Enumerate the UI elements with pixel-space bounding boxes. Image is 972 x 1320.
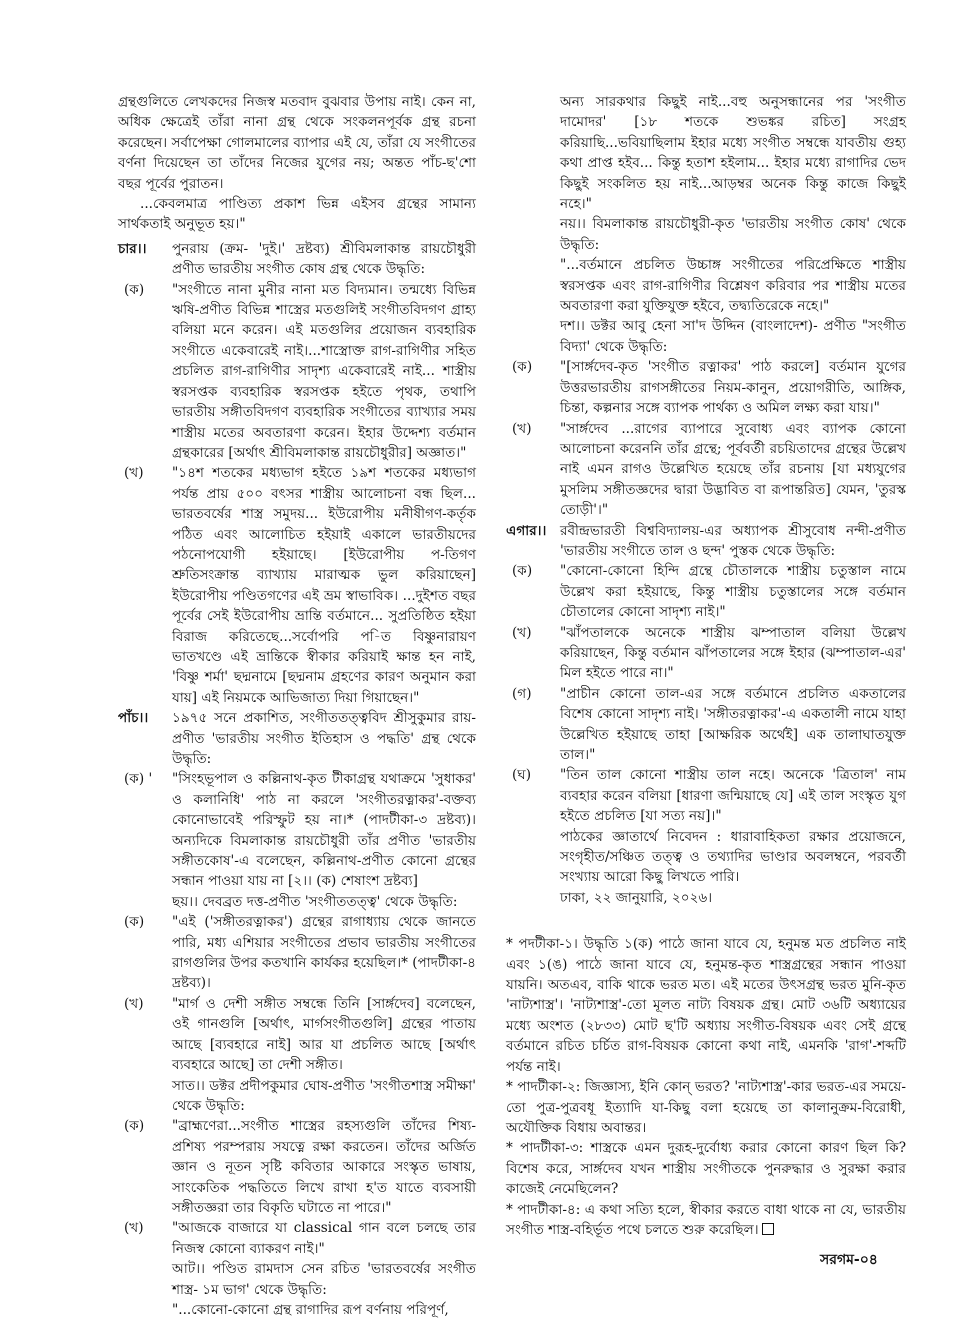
section-aat: [118, 1259, 476, 1300]
item-marker: (ক): [512, 359, 533, 376]
item-text: "...কোনো-কোনো গ্রন্থ রাগাদির রূপ বর্ণনায় পরিপূর্ণ,: [172, 1301, 449, 1318]
item-text: "ব্রাহ্মণেরা...সংগীত শাস্ত্রের রহস্যগুলি তাঁদের শিষ্য-প্রশিষ্য পরম্পরায় সযত্নে রক্ষা করতেন। তাঁদের অর্জিত জ্ঞান ও নূতন সৃষ্টি কবিতার আকারে সংস্কৃত ভাষায়, সাংকেতিক পদ্ধতিতে লিখে রাখা হ'ত যাতে ব্যবসায়ী সঙ্গীতজ্ঞরা তার বিকৃতি ঘটাতে না পারে।": [172, 1118, 476, 1216]
item-text: "সার্ঙ্গদেব ...রাগের ব্যাপারে সুবোধ্য এবং ব্যাপক কোনো আলোচনা করেননি তাঁর গ্রন্থে; পূর্ববর্তী রচয়িতাদের গ্রন্থের উল্লেখ নাই এমন রাগও উল্লেখিত হয়েছে তাঁর রচনায় [যা মধ্যযুগের মুসলিম সঙ্গীতজ্ঞদের দ্বারা উদ্ভাবিত বা রূপান্তরিত] যেমন, 'তুরস্ক তোড়ী'।": [560, 420, 906, 519]
section-dosh: [506, 316, 906, 357]
quote-item: [118, 1218, 476, 1259]
section-intro: রবীন্দ্রভারতী বিশ্ববিদ্যালয়-এর অধ্যাপক শ্রীসুবোধ নন্দী-প্রণীত 'ভারতীয় সংগীতে তাল ও ছন্দ' পুস্তক থেকে উদ্ধৃতি:: [560, 522, 906, 559]
item-text: অন্য সারকথার কিছুই নাই...বহু অনুসন্ধানের পর 'সংগীত দামোদর' [১৮ শতকে শুভঙ্কর রচিত] সংগ্রহ করিয়াছি...ভবিয়াছিলাম ইহার মধ্যে সংগীত সম্বন্ধে যাবতীয় গুহ্য কথা প্রাপ্ত হইব... কিন্তু হতাশ হইলাম... ইহার মধ্যে রাগাদির ভেদ কিছুই সংকলিত হয় নাই...আড়ম্বর অনেক কিন্তু কাজে কিছুই নহে।": [560, 94, 906, 213]
quote-item: [118, 1300, 476, 1320]
item-text: "মার্গ ও দেশী সঙ্গীত সম্বন্ধে তিনি [সার্ঙ্গদেব] বলেছেন, ওই গানগুলি [অর্থাৎ, মার্গসংগীতগুলি] গ্রন্থের পাতায় আছে [ব্যবহারে নাই] আর যা প্রচলিত আছে [অর্থাৎ ব্যবহারে আছে] তা দেশী সঙ্গীত।: [172, 995, 476, 1074]
intro-paragraph-quote-end: ...কেবলমাত্র পাণ্ডিত্য প্রকাশ ভিন্ন এইসব গ্রন্থের সামান্য সার্থকতাই অনুভূত হয়।": [118, 196, 476, 233]
footnote: * পাদটীকা-২: জিজ্ঞাস্য, ইনি কোন্ ভরত? 'নাট্যশাস্ত্র'-কার ভরত-এর সময়ে-তো পুত্র-পুত্রবধূ ইত্যাদি যা-কিছু বলা হয়েছে তা কালানুক্রম-বিরোধী, অযৌক্তিক বিধায় অবান্তর।: [506, 1079, 906, 1136]
footnote: [506, 1200, 906, 1241]
item-text: "১৪শ শতকের মধ্যভাগ হইতে ১৯শ শতকের মধ্যভাগ পর্যন্ত প্রায় ৫০০ বৎসর শাস্ত্রীয় আলোচনা বন্ধ ছিল... ভারতবর্ষের শাস্ত্র সমুদয়... ইউরোপীয় মনীষীগণ-কর্তৃক পঠিত এবং আলোচিত হইয়াই একালে ভারতীয়দের পঠনোপযোগী হইয়াছে। [ইউরোপীয় প-তিগণ শ্রুতিসংক্রান্ত ব্যাখ্যায় মারাত্মক ভুল করিয়াছেন] ইউরোপীয় পণ্ডিতগণের এই ভ্রম স্বাভাবিক। ...দুইশত বছর পূর্বের সেই ইউরোপীয় ভ্রান্তি বর্তমানে... সুপ্রতিষ্ঠিত হইয়া বিরাজ করিতেছে...সর্বোপরি প-িত বিষ্ণুনারায়ণ ভাতখণ্ডে এই ভ্রান্তিকে স্বীকার করিয়াই ক্ষান্ত হন নাই, 'বিষ্ণু শর্মা' ছদ্মনামে [ছদ্মনাম গ্রহণের কারণ অনুমান করা যায়] এই নিয়মকে আভিজাত্য দিয়া গিয়াছেন।": [172, 465, 476, 706]
section-char: [118, 239, 476, 280]
footnotes: [506, 934, 906, 1240]
quote-item: [118, 280, 476, 464]
item-marker: (খ): [124, 465, 144, 482]
quote-item: [506, 623, 906, 684]
end-mark-icon: [762, 1223, 774, 1235]
section-noy: [506, 214, 906, 255]
item-text: "[সার্ঙ্গদেব-কৃত 'সংগীত রত্নাকর' পাঠ করলে] বর্তমান যুগের উত্তরভারতীয় রাগসঙ্গীতের নিয়ম-কানুন, প্রয়োগরীতি, আঙ্গিক, চিন্তা, কল্পনার সঙ্গে ব্যাপক পার্থক্য ও অমিল লক্ষ্য করা যায়।": [560, 359, 906, 417]
left-column: [118, 92, 476, 1320]
footnote: * পাদটীকা-৩: শাস্ত্রকে এমন দুরূহ-দুর্বোধ্য করার কোনো কারণ ছিল কি? বিশেষ করে, সার্ঙ্গদেব যখন শাস্ত্রীয় সংগীতকে পুনরুদ্ধার ও সুরক্ষা করার কাজেই নেমেছিলেন?: [506, 1140, 906, 1198]
quote-item: [506, 561, 906, 622]
item-text: "প্রাচীন কোনো তাল-এর সঙ্গে বর্তমানে প্রচলিত একতালের বিশেষ কোনো সাদৃশ্য নাই। 'সঙ্গীতরত্নাকর'-এ একতালী নামে যাহা উল্লেখিত হইয়াছে তাহা [আক্ষরিক অর্থেই] এক তালাঘাতযুক্ত তাল।": [560, 685, 906, 763]
item-marker: (ক): [124, 914, 145, 931]
quote-item: [506, 419, 906, 521]
footnote: * পদটীকা-১। উদ্ধৃতি ১(ক) পাঠে জানা যাবে যে, হনুমন্ত মত প্রচলিত নাই এবং ১(ঙ) পাঠে জানা যাবে যে, হনুমন্ত-কৃত শাস্ত্রগ্রন্থের সন্ধান পাওয়া যায়নি। অতএব, বাকি থাকে ভরত মত। এই মতের উৎসগ্রন্থ ভরত মুনি-কৃত 'নাট্যশাস্ত্র'। 'নাট্যশাস্ত্র'-তো মূলত নাট্য বিষয়ক গ্রন্থ। মোট ৩৬টি অধ্যায়ের মধ্যে অংশত (২৮৩৩) মোট ছ'টি অধ্যায় সংগীত-বিষয়ক এবং সেই গ্রন্থে বর্তমানে রচিত চর্চিত রাগ-বিষয়ক কোনো কথা নাই, এমনকি 'রাগ'-শব্দটি পর্যন্ত নাই।: [506, 936, 906, 1075]
item-marker: (ক): [124, 1118, 145, 1135]
section-label: এগার।।: [506, 522, 547, 539]
quote-item: [506, 684, 906, 766]
item-text: "কোনো-কোনো হিন্দি গ্রন্থে চৌতালকে শাস্ত্রীয় চতুস্তাল নামে উল্লেখ করা হইয়াছে, কিন্তু শাস্ত্রীয় চতুস্তালের সঙ্গে বর্তমান চৌতালের কোনো সাদৃশ্য নাই।": [560, 563, 906, 621]
item-marker: (খ): [512, 624, 532, 641]
page-footer-label: সরগম-০৪: [820, 1252, 878, 1268]
quote-item: [506, 765, 906, 826]
item-marker: (খ): [124, 1220, 144, 1237]
item-text: "...বর্তমানে প্রচলিত উচ্চাঙ্গ সংগীতের পরিপ্রেক্ষিতে শাস্ত্রীয় স্বরসপ্তক এবং রাগ-রাগিণীর বিশ্লেষণ করিবার পর শাস্ত্রীয় মতের অবতারণা করা যুক্তিযুক্ত হইবে, তদ্ব্যতিরেকে নহে।": [560, 257, 906, 315]
quote-item: [506, 255, 906, 316]
section-intro: ছয়।। দেবব্রত দত্ত-প্রণীত 'সংগীততত্ত্ব' থেকে উদ্ধৃতি:: [172, 893, 458, 910]
quote-item: [118, 994, 476, 1076]
item-text: "এই ('সঙ্গীতরত্নাকর') গ্রন্থের রাগাধ্যায় থেকে জানতে পারি, মধ্য এশিয়ার সংগীতের প্রভাব ভারতীয় সংগীতের রাগগুলির উপর কতখানি কার্যকর হয়েছিল।* (পাদটীকা-৪ দ্রষ্টব্য)।: [172, 914, 476, 992]
section-saat: [118, 1076, 476, 1117]
quote-item: [118, 769, 476, 891]
quote-item: [118, 1116, 476, 1218]
dateline: ঢাকা, ২২ জানুয়ারি, ২০২৬।: [560, 889, 713, 906]
quote-item: [506, 357, 906, 418]
footnote-text: * পাদটীকা-৪: এ কথা সত্যি হলে, স্বীকার করতে বাধা থাকে না যে, ভারতীয় সংগীত শাস্ত্র-বহির্ভূত পথে চলতে শুরু করেছিল।: [506, 1201, 906, 1238]
section-aat-continued: [506, 92, 906, 214]
item-marker: (ক): [124, 281, 145, 298]
section-egaro: [506, 521, 906, 562]
section-intro: ১৯৭৫ সনে প্রকাশিত, সংগীততত্ত্ববিদ শ্রীসুকুমার রায়-প্রণীত 'ভারতীয় সংগীত ইতিহাস ও পদ্ধতি' গ্রন্থ থেকে উদ্ধৃতি:: [172, 710, 476, 767]
section-intro: পুনরায় (ক্রম- 'দুই।' দ্রষ্টব্য) শ্রীবিমলাকান্ত রায়চৌধুরী প্রণীত ভারতীয় সংগীত কোষ গ্রন্থ থেকে উদ্ধৃতি:: [172, 240, 476, 278]
section-label: চার।।: [118, 240, 147, 257]
right-column: [506, 92, 906, 1240]
section-intro: নয়।। বিমলাকান্ত রায়চৌধুরী-কৃত 'ভারতীয় সংগীত কোষ' থেকে উদ্ধৃতি:: [560, 216, 906, 253]
item-marker: (ঘ): [512, 767, 532, 784]
quote-item: [118, 912, 476, 994]
section-chhoy: [118, 892, 476, 912]
section-intro: আট।। পণ্ডিত রামদাস সেন রচিত 'ভারতবর্ষের সংগীত শাস্ত্র- ১ম ভাগ' থেকে উদ্ধৃতি:: [172, 1261, 476, 1298]
item-marker: (ক): [512, 563, 533, 580]
item-text: "ঝাঁপতালকে অনেকে শাস্ত্রীয় ঝম্পাতাল বলিয়া উল্লেখ করিয়াছেন, কিন্তু বর্তমান ঝাঁপতালের সঙ্গে ইহার (ঝম্পাতাল-এর' মিল হইতে পারে না।": [560, 624, 906, 682]
item-marker: (ক) ': [124, 771, 153, 788]
item-text: "তিন তাল কোনো শাস্ত্রীয় তাল নহে। অনেকে 'ত্রিতাল' নাম ব্যবহার করেন বলিয়া [ধারণা জন্মিয়াছে যে] এই তাল সংস্কৃত যুগ হইতে প্রচলিত [যা সত্য নয়]।": [560, 767, 906, 825]
item-text: "আজকে বাজারে যা classical গান বলে চলছে তার নিজস্ব কোনো ব্যাকরণ নাই।": [172, 1220, 476, 1257]
intro-paragraph: গ্রন্থগুলিতে লেখকদের নিজস্ব মতবাদ বুঝবার উপায় নাই। কেন না, অধিক ক্ষেত্রেই তাঁরা নানা গ্রন্থ থেকে সংকলনপূর্বক গ্রন্থ রচনা করেছেন। সর্বাপেক্ষা গোলমালের ব্যাপার এই যে, তাঁরা যে সংগীতের বর্ণনা দিয়েছেন তা তাঁদের নিজের যুগের নয়; অন্তত পাঁচ-ছ'শো বছর পূর্বের পুরাতন।: [118, 94, 476, 192]
section-label: পাঁচ।।: [118, 710, 149, 727]
item-marker: (গ): [512, 685, 532, 702]
section-panch: [118, 708, 476, 769]
closing-text: পাঠকের জ্ঞাতার্থে নিবেদন : ধারাবাহিকতা রক্ষার প্রয়োজনে, সংগৃহীত/সঞ্চিত তত্ত্ব ও তথ্যাদির ভাণ্ডার অবলম্বনে, পরবর্তী সংখ্যায় আরো কিছু লিখতে পারি।: [560, 828, 906, 886]
item-marker: (খ): [124, 995, 144, 1012]
item-text: "সিংহভূপাল ও কল্লিনাথ-কৃত টীকাগ্রন্থ যথাক্রমে 'সুধাকর' ও কলানিধি' পাঠ না করলে 'সংগীতরত্নাকর'-বক্তব্য কোনোভাবেই পরিস্ফুট হয় না।* (পাদটীকা-৩ দ্রষ্টব্য)। অন্যদিকে বিমলাকান্ত রায়চৌধুরী তাঁর প্রণীত 'ভারতীয় সঙ্গীতকোষ'-এ বলেছেন, কল্লিনাথ-প্রণীত কোনো গ্রন্থের সন্ধান পাওয়া যায় না [২।। (ক) শেষাংশ দ্রষ্টব্য]: [172, 771, 476, 890]
item-marker: (খ): [512, 420, 532, 437]
item-text: "সংগীতে নানা মুনীর নানা মত বিদ্যমান। তন্মধ্যে বিভিন্ন ঋষি-প্রণীত বিভিন্ন শাস্ত্রের মতগুলিই সংগীতবিদগণ গ্রাহ্য বলিয়া মনে করেন। এই মতগুলির প্রয়োজন ব্যবহারিক সংগীতে একেবারেই নাই।...শাস্ত্রোক্ত রাগ-রাগিণীর সহিত প্রচলিত রাগ-রাগিণীর সাদৃশ্য একেবারেই নাই... শাস্ত্রীয় স্বরসপ্তক ব্যবহারিক স্বরসপ্তক হইতে পৃথক, তথাপি ভারতীয় সঙ্গীতবিদগণ ব্যবহারিক সংগীতের ব্যাখ্যার সময় শাস্ত্রীয় মতের অবতারণা করেন। ইহার উদ্দেশ্য বর্তমান গ্রন্থকারের [অর্থাৎ শ্রীবিমলাকান্ত রায়চৌধুরীর] অজ্ঞাত।": [172, 281, 476, 461]
section-intro: দশ।। ডক্টর আবু হেনা সা'দ উদ্দিন (বাংলাদেশ)- প্রণীত "সংগীত বিদ্যা' থেকে উদ্ধৃতি:: [560, 318, 906, 355]
quote-item: [118, 463, 476, 708]
section-intro: সাত।। ডক্টর প্রদীপকুমার ঘোষ-প্রণীত 'সংগীতশাস্ত্র সমীক্ষা' থেকে উদ্ধৃতি:: [172, 1077, 476, 1114]
closing-note: [506, 827, 906, 909]
